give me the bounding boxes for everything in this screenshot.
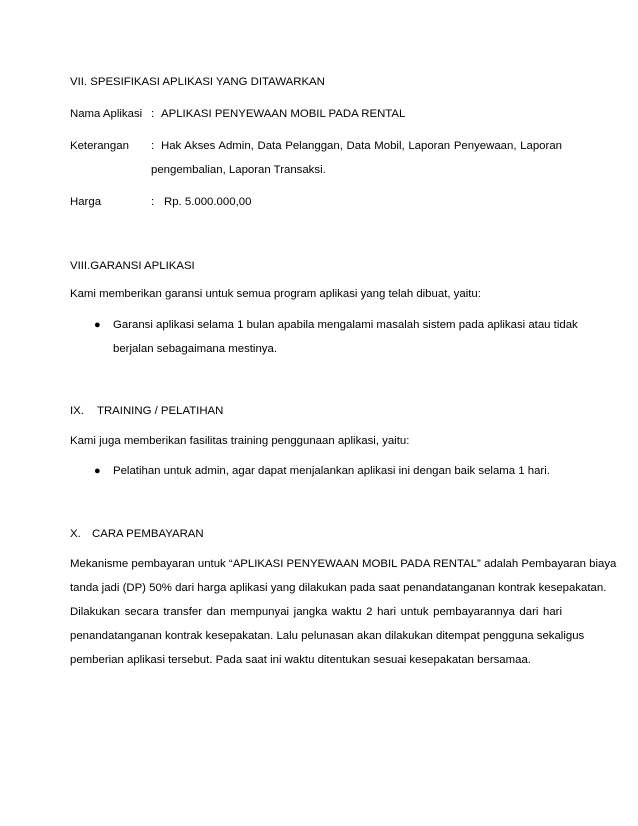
nama-aplikasi-colon: :: [151, 108, 155, 120]
nama-aplikasi-value: APLIKASI PENYEWAAN MOBIL PADA RENTAL: [161, 108, 406, 120]
bullet-icon: ●: [94, 465, 101, 477]
bullet-icon: ●: [94, 319, 101, 331]
section-10-paragraph-line-3: Dilakukan secara transfer dan mempunyai jangka waktu 2 hari untuk pembayarannya dari hari: [70, 606, 562, 618]
keterangan-value-line-2: pengembalian, Laporan Transaksi.: [151, 164, 326, 176]
keterangan-colon: :: [151, 140, 155, 152]
section-9-number: IX.: [70, 405, 84, 417]
section-9-title: TRAINING / PELATIHAN: [97, 405, 224, 417]
keterangan-label: Keterangan: [70, 140, 129, 152]
section-8-intro: Kami memberikan garansi untuk semua program aplikasi yang telah dibuat, yaitu:: [70, 288, 481, 300]
section-10-title: CARA PEMBAYARAN: [92, 528, 204, 540]
keterangan-value-line-1: Hak Akses Admin, Data Pelanggan, Data Mobil, Laporan Penyewaan, Laporan: [161, 140, 562, 152]
section-9-intro: Kami juga memberikan fasilitas training penggunaan aplikasi, yaitu:: [70, 435, 410, 447]
harga-value: Rp. 5.000.000,00: [164, 196, 252, 208]
section-10-paragraph-line-1: Mekanisme pembayaran untuk “APLIKASI PENYEWAAN MOBIL PADA RENTAL” adalah Pembayaran biaya: [70, 558, 617, 570]
section-8-bullet-line-1: Garansi aplikasi selama 1 bulan apabila mengalami masalah sistem pada aplikasi atau tidak: [113, 319, 578, 331]
harga-label: Harga: [70, 196, 102, 208]
section-10-number: X.: [70, 528, 81, 540]
section-10-paragraph-line-4: penandatanganan kontrak kesepakatan. Lalu pelunasan akan dilakukan ditempat pengguna sekaligus: [70, 630, 585, 642]
nama-aplikasi-label: Nama Aplikasi: [70, 108, 143, 120]
section-8-bullet-line-2: berjalan sebagaimana mestinya.: [113, 343, 277, 355]
harga-colon: :: [151, 196, 155, 208]
section-8-heading: VIII.GARANSI APLIKASI: [70, 260, 195, 272]
section-10-paragraph-line-5: pemberian aplikasi tersebut. Pada saat ini waktu ditentukan sesuai kesepakatan bersamaa.: [70, 654, 531, 666]
section-9-bullet: Pelatihan untuk admin, agar dapat menjalankan aplikasi ini dengan baik selama 1 hari.: [113, 465, 550, 477]
section-7-heading: VII. SPESIFIKASI APLIKASI YANG DITAWARKAN: [70, 76, 325, 88]
section-10-paragraph-line-2: tanda jadi (DP) 50% dari harga aplikasi yang dilakukan pada saat penandatanganan kontrak kesepakatan.: [70, 582, 607, 594]
